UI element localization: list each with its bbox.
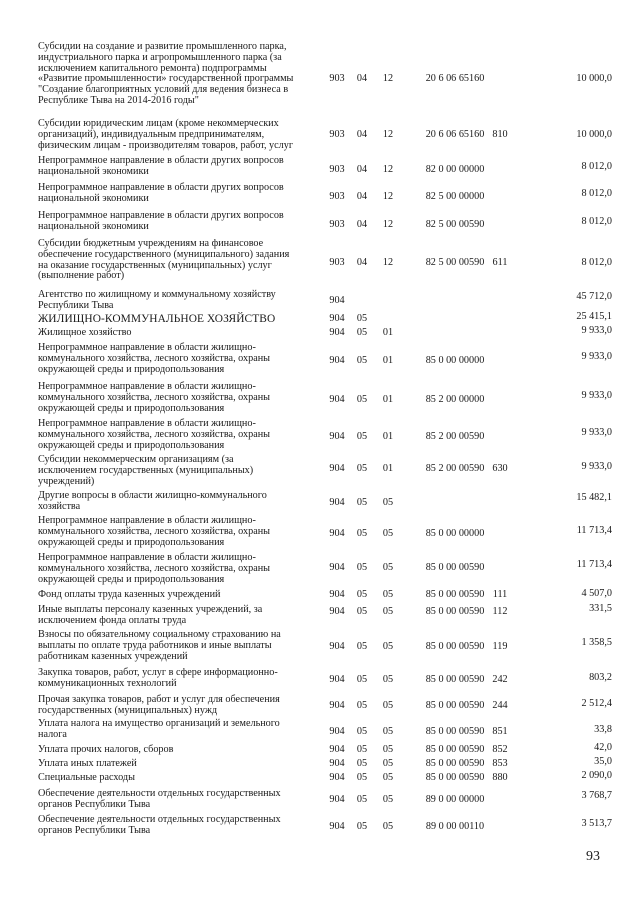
row-pr: 05 <box>382 589 394 600</box>
row-rz: 05 <box>356 463 368 474</box>
row-rz: 04 <box>356 191 368 202</box>
row-gr: 904 <box>329 431 345 442</box>
row-rz: 05 <box>356 758 368 769</box>
row-cs: 20 6 06 65160 <box>425 73 485 84</box>
row-cs: 20 6 06 65160 <box>425 129 485 140</box>
row-vr: 611 <box>492 257 508 268</box>
row-sum: 4 507,0 <box>581 588 612 599</box>
row-gr: 904 <box>329 772 345 783</box>
row-rz: 05 <box>356 606 368 617</box>
row-pr: 05 <box>382 497 394 508</box>
row-pr: 05 <box>382 772 394 783</box>
row-pr: 12 <box>382 164 394 175</box>
row-vr: 880 <box>492 772 508 783</box>
row-pr: 12 <box>382 129 394 140</box>
row-vr: 630 <box>492 463 508 474</box>
row-name: Субсидии бюджетным учреждениям на финансовое обеспечение государственного (муниципального) задания на оказание государственных (муниципальных) услуг (выполнение работ) <box>38 238 290 282</box>
row-cs: 85 0 00 00000 <box>425 528 485 539</box>
row-sum: 10 000,0 <box>576 73 612 84</box>
row-sum: 9 933,0 <box>581 351 612 362</box>
row-name: Непрограммное направление в области других вопросов национальной экономики <box>38 210 284 232</box>
row-gr: 903 <box>329 164 345 175</box>
row-name: Взносы по обязательному социальному страхованию на выплаты по оплате труда работников и иные выплаты работникам казенных учреждений <box>38 629 281 662</box>
row-pr: 05 <box>382 758 394 769</box>
row-gr: 904 <box>329 497 345 508</box>
row-gr: 904 <box>329 794 345 805</box>
row-cs: 85 2 00 00590 <box>425 431 485 442</box>
row-cs: 89 0 00 00110 <box>425 821 485 832</box>
row-name: Субсидии некоммерческим организациям (за исключением государственных (муниципальных) учреждений) <box>38 454 254 487</box>
row-pr: 05 <box>382 562 394 573</box>
row-gr: 904 <box>329 700 345 711</box>
row-name: Непрограммное направление в области жилищно- коммунального хозяйства, лесного хозяйства, охраны окружающей среды и природопользования <box>38 381 271 414</box>
row-cs: 85 0 00 00590 <box>425 758 485 769</box>
row-rz: 05 <box>356 497 368 508</box>
row-vr: 119 <box>492 641 508 652</box>
row-name: Закупка товаров, работ, услуг в сфере информационно- коммуникационных технологий <box>38 667 278 689</box>
row-sum: 9 933,0 <box>581 325 612 336</box>
row-gr: 904 <box>329 821 345 832</box>
row-name: Уплата иных платежей <box>38 758 137 769</box>
row-name: Фонд оплаты труда казенных учреждений <box>38 589 221 600</box>
row-pr: 12 <box>382 191 394 202</box>
row-rz: 05 <box>356 700 368 711</box>
row-rz: 05 <box>356 772 368 783</box>
row-rz: 05 <box>356 431 368 442</box>
row-sum: 42,0 <box>594 742 612 753</box>
row-pr: 01 <box>382 463 394 474</box>
row-sum: 35,0 <box>594 756 612 767</box>
row-cs: 85 0 00 00590 <box>425 700 485 711</box>
row-cs: 82 5 00 00000 <box>425 191 485 202</box>
row-name: Непрограммное направление в области жилищно- коммунального хозяйства, лесного хозяйства, охраны окружающей среды и природопользования <box>38 515 271 548</box>
row-pr: 12 <box>382 73 394 84</box>
row-pr: 05 <box>382 726 394 737</box>
row-name: Агентство по жилищному и коммунальному хозяйству Республики Тыва <box>38 289 276 311</box>
row-sum: 331,5 <box>589 603 612 614</box>
row-sum: 11 713,4 <box>576 559 612 570</box>
row-pr: 05 <box>382 744 394 755</box>
row-rz: 05 <box>356 674 368 685</box>
row-vr: 242 <box>492 674 508 685</box>
row-name: Уплата налога на имущество организаций и земельного налога <box>38 718 280 740</box>
row-gr: 904 <box>329 528 345 539</box>
row-name: Непрограммное направление в области других вопросов национальной экономики <box>38 182 284 204</box>
row-gr: 904 <box>329 758 345 769</box>
row-gr: 903 <box>329 257 345 268</box>
row-sum: 8 012,0 <box>581 257 612 268</box>
row-pr: 01 <box>382 431 394 442</box>
row-pr: 01 <box>382 327 394 338</box>
row-cs: 85 0 00 00590 <box>425 726 485 737</box>
row-sum: 3 513,7 <box>581 818 612 829</box>
row-rz: 05 <box>356 821 368 832</box>
row-cs: 85 0 00 00000 <box>425 355 485 366</box>
row-rz: 05 <box>356 355 368 366</box>
row-pr: 01 <box>382 355 394 366</box>
row-cs: 85 2 00 00000 <box>425 394 485 405</box>
row-sum: 8 012,0 <box>581 216 612 227</box>
row-sum: 1 358,5 <box>581 637 612 648</box>
row-sum: 8 012,0 <box>581 188 612 199</box>
row-sum: 15 482,1 <box>576 492 612 503</box>
row-sum: 9 933,0 <box>581 461 612 472</box>
row-vr: 112 <box>492 606 508 617</box>
row-gr: 904 <box>329 744 345 755</box>
row-rz: 05 <box>356 794 368 805</box>
row-cs: 85 0 00 00590 <box>425 562 485 573</box>
row-gr: 904 <box>329 674 345 685</box>
row-name: Иные выплаты персоналу казенных учреждений, за исключением фонда оплаты труда <box>38 604 263 626</box>
row-gr: 904 <box>329 313 345 324</box>
row-vr: 852 <box>492 744 508 755</box>
row-pr: 05 <box>382 674 394 685</box>
row-rz: 04 <box>356 219 368 230</box>
row-cs: 85 0 00 00590 <box>425 772 485 783</box>
row-name: Субсидии на создание и развитие промышленного парка, индустриального парка и агропромышленного парка (за исключением капитального ремонта) подпрограммы «Развитие промышленности» государственной программы "Создание благоприятных условий для ведения бизнеса в Республике Тыва на 2014-2016 годы" <box>38 41 294 106</box>
row-name: Обеспечение деятельности отдельных государственных органов Республики Тыва <box>38 788 281 810</box>
row-sum: 803,2 <box>589 672 612 683</box>
row-rz: 05 <box>356 641 368 652</box>
row-name: Уплата прочих налогов, сборов <box>38 744 174 755</box>
row-pr: 12 <box>382 257 394 268</box>
row-rz: 04 <box>356 164 368 175</box>
row-gr: 903 <box>329 219 345 230</box>
row-pr: 05 <box>382 528 394 539</box>
row-gr: 904 <box>329 641 345 652</box>
row-name: Обеспечение деятельности отдельных государственных органов Республики Тыва <box>38 814 281 836</box>
row-cs: 82 5 00 00590 <box>425 257 485 268</box>
row-name: Другие вопросы в области жилищно-коммунального хозяйства <box>38 490 267 512</box>
row-name: Прочая закупка товаров, работ и услуг для обеспечения государственных (муниципальных) нужд <box>38 694 280 716</box>
row-rz: 05 <box>356 528 368 539</box>
row-name: Специальные расходы <box>38 772 135 783</box>
row-cs: 85 0 00 00590 <box>425 606 485 617</box>
row-sum: 3 768,7 <box>581 790 612 801</box>
row-gr: 904 <box>329 295 345 306</box>
row-gr: 904 <box>329 562 345 573</box>
row-cs: 85 0 00 00590 <box>425 589 485 600</box>
row-gr: 904 <box>329 355 345 366</box>
row-rz: 05 <box>356 726 368 737</box>
row-rz: 05 <box>356 589 368 600</box>
row-rz: 05 <box>356 744 368 755</box>
row-gr: 904 <box>329 726 345 737</box>
row-name: Непрограммное направление в области жилищно- коммунального хозяйства, лесного хозяйства, охраны окружающей среды и природопользования <box>38 342 271 375</box>
row-rz: 05 <box>356 562 368 573</box>
row-name: Непрограммное направление в области других вопросов национальной экономики <box>38 155 284 177</box>
row-name: Субсидии юридическим лицам (кроме некоммерческих организаций), индивидуальным предпринимателям, физическим лицам - производителям товаров, работ, услуг <box>38 118 294 151</box>
row-cs: 85 2 00 00590 <box>425 463 485 474</box>
section-heading: ЖИЛИЩНО-КОММУНАЛЬНОЕ ХОЗЯЙСТВО <box>38 313 276 325</box>
row-sum: 9 933,0 <box>581 390 612 401</box>
row-rz: 04 <box>356 129 368 140</box>
row-pr: 05 <box>382 794 394 805</box>
row-gr: 904 <box>329 327 345 338</box>
row-rz: 04 <box>356 257 368 268</box>
row-sum: 8 012,0 <box>581 161 612 172</box>
row-gr: 904 <box>329 463 345 474</box>
row-pr: 01 <box>382 394 394 405</box>
row-rz: 05 <box>356 313 368 324</box>
row-pr: 05 <box>382 700 394 711</box>
row-sum: 11 713,4 <box>576 525 612 536</box>
row-cs: 82 0 00 00000 <box>425 164 485 175</box>
row-vr: 853 <box>492 758 508 769</box>
row-sum: 2 512,4 <box>581 698 612 709</box>
row-name: Жилищное хозяйство <box>38 327 132 338</box>
row-rz: 04 <box>356 73 368 84</box>
row-cs: 85 0 00 00590 <box>425 744 485 755</box>
row-sum: 33,8 <box>594 724 612 735</box>
row-gr: 904 <box>329 394 345 405</box>
row-vr: 851 <box>492 726 508 737</box>
row-pr: 05 <box>382 606 394 617</box>
row-vr: 111 <box>492 589 508 600</box>
row-gr: 903 <box>329 73 345 84</box>
row-pr: 05 <box>382 641 394 652</box>
row-gr: 903 <box>329 191 345 202</box>
row-name: Непрограммное направление в области жилищно- коммунального хозяйства, лесного хозяйства, охраны окружающей среды и природопользования <box>38 418 271 451</box>
row-gr: 904 <box>329 589 345 600</box>
page-number: 93 <box>586 849 600 864</box>
row-vr: 244 <box>492 700 508 711</box>
row-pr: 12 <box>382 219 394 230</box>
row-pr: 05 <box>382 821 394 832</box>
row-gr: 904 <box>329 606 345 617</box>
row-cs: 85 0 00 00590 <box>425 641 485 652</box>
row-rz: 05 <box>356 327 368 338</box>
row-sum: 9 933,0 <box>581 427 612 438</box>
row-sum: 25 415,1 <box>576 311 612 322</box>
row-sum: 2 090,0 <box>581 770 612 781</box>
row-sum: 10 000,0 <box>576 129 612 140</box>
row-vr: 810 <box>492 129 508 140</box>
row-cs: 89 0 00 00000 <box>425 794 485 805</box>
row-cs: 85 0 00 00590 <box>425 674 485 685</box>
row-rz: 05 <box>356 394 368 405</box>
row-gr: 903 <box>329 129 345 140</box>
row-name: Непрограммное направление в области жилищно- коммунального хозяйства, лесного хозяйства, охраны окружающей среды и природопользования <box>38 552 271 585</box>
row-cs: 82 5 00 00590 <box>425 219 485 230</box>
row-sum: 45 712,0 <box>576 291 612 302</box>
